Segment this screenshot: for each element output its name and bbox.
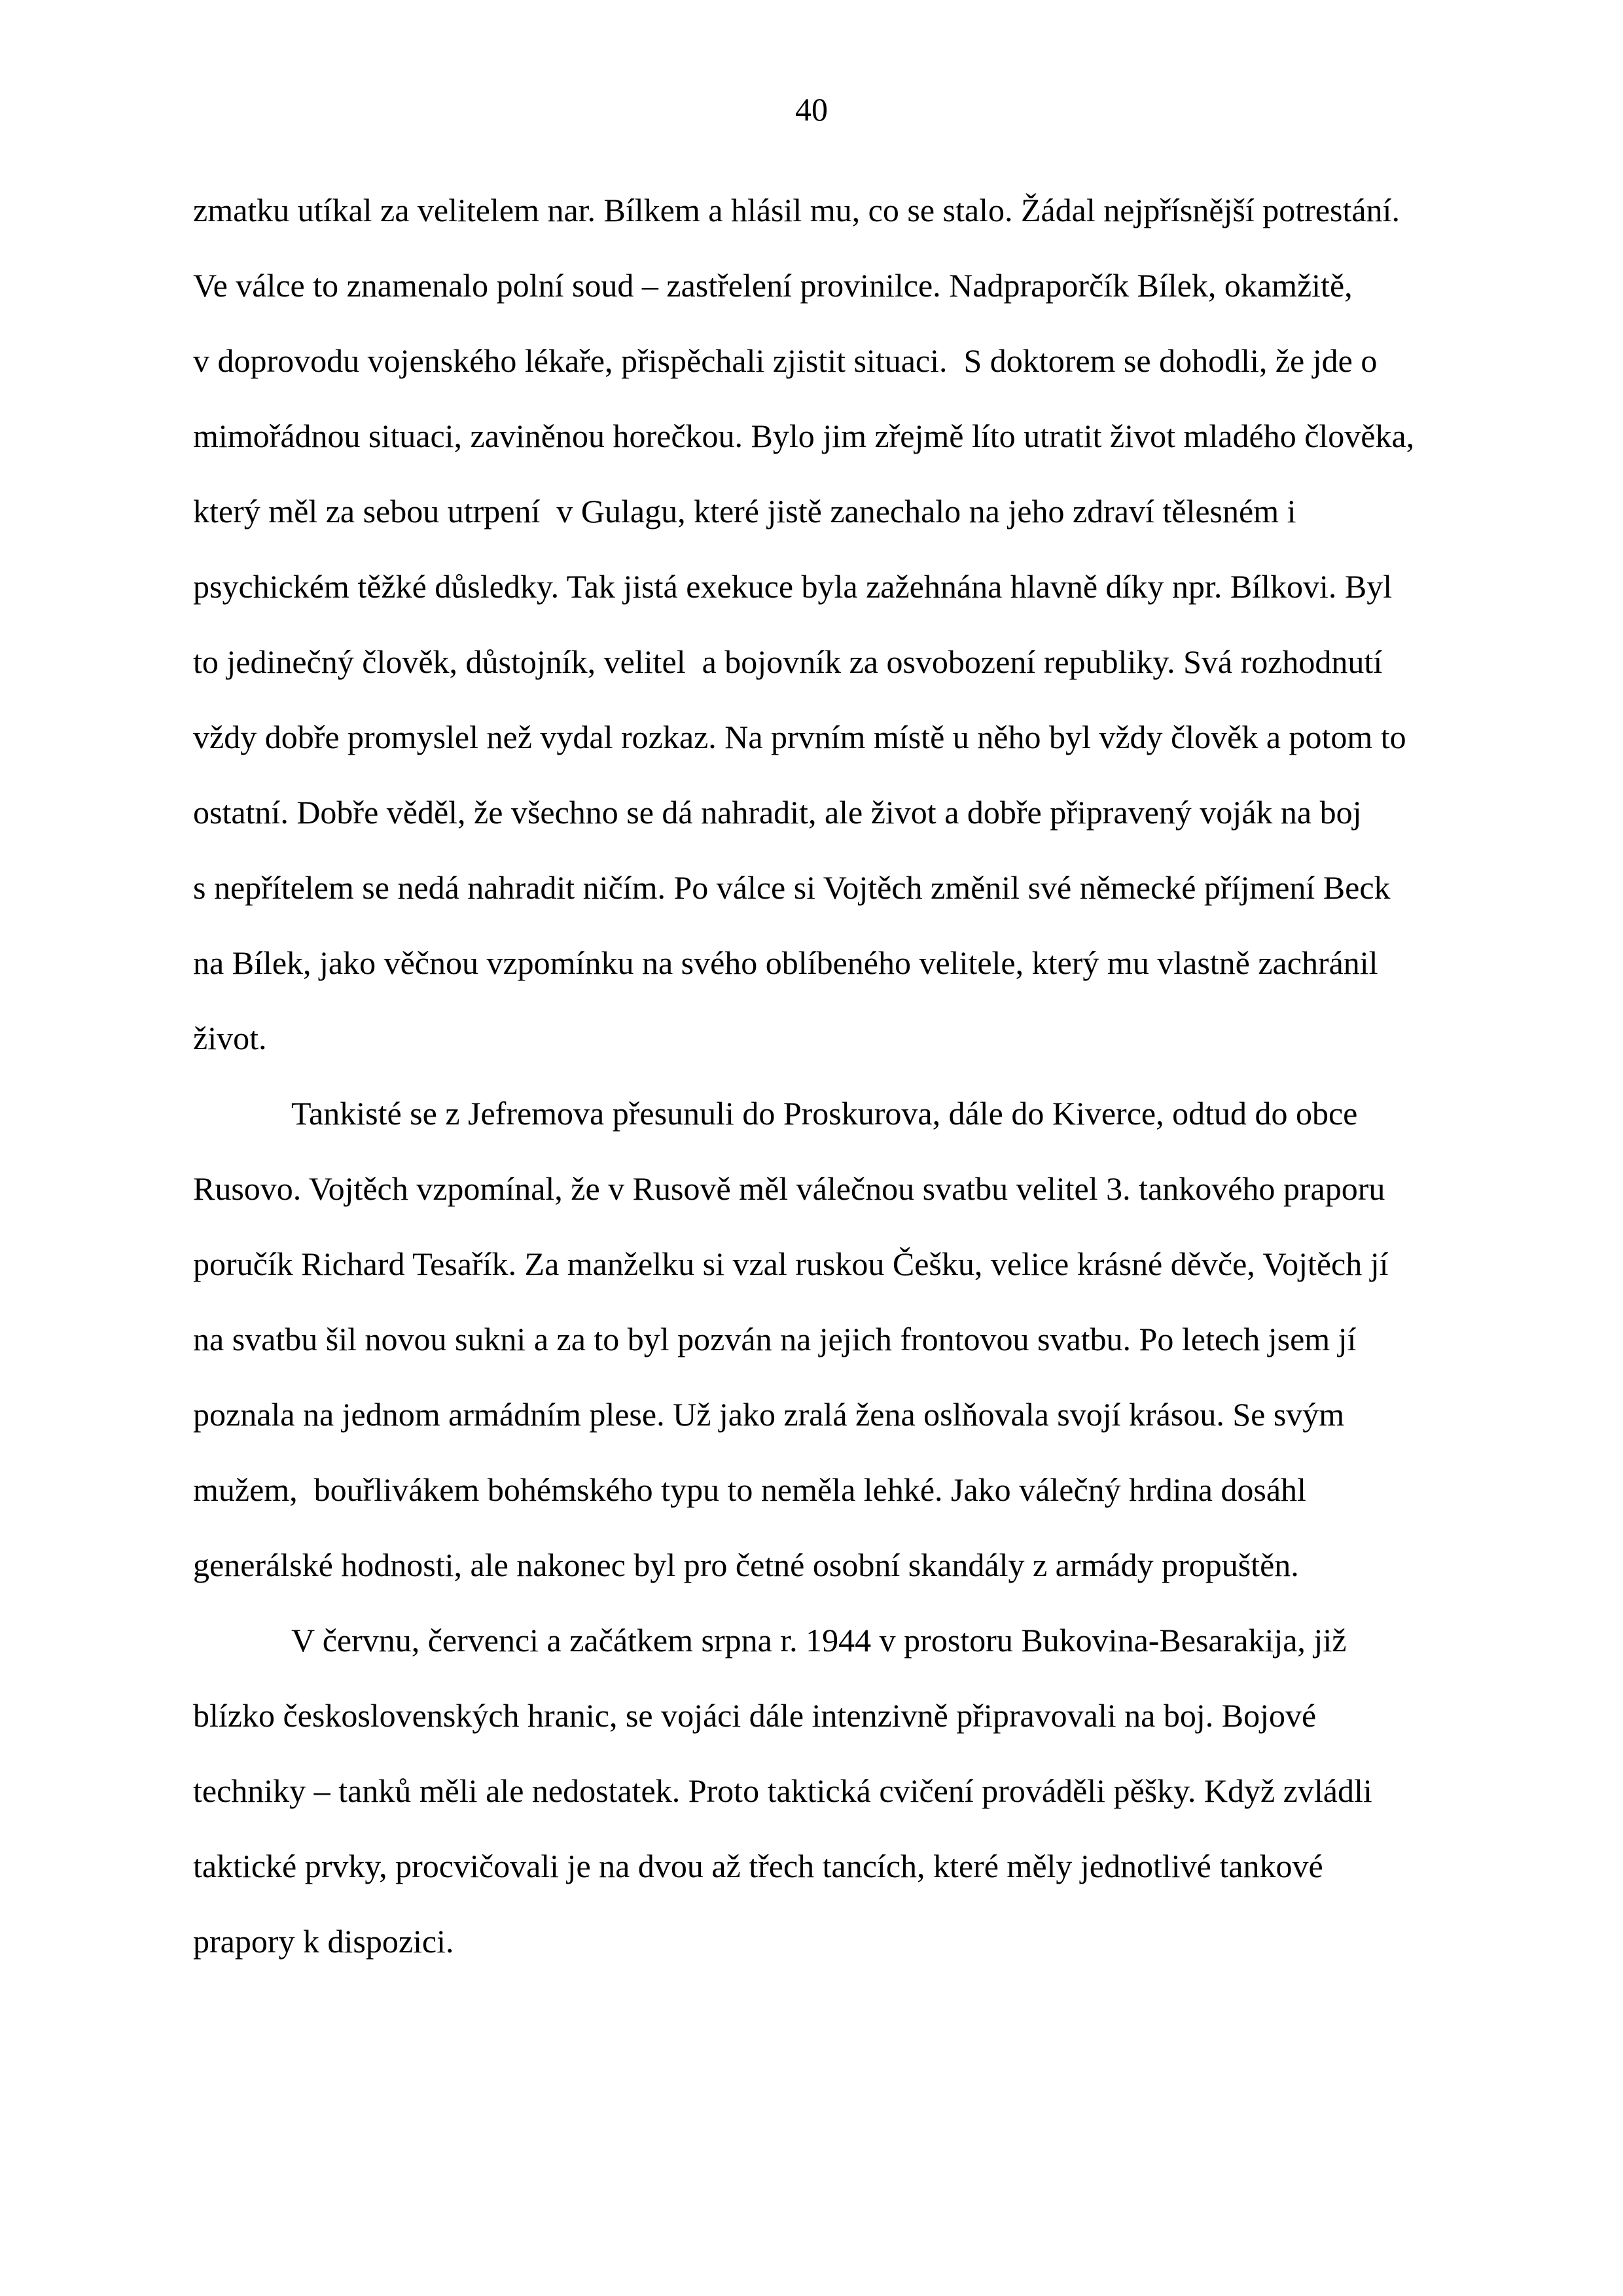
text-line: Rusovo. Vojtěch vzpomínal, že v Rusově měl válečnou svatbu velitel 3. tankového praporu (193, 1170, 1385, 1207)
text-line: vždy dobře promyslel než vydal rozkaz. Na prvním místě u něho byl vždy člověk a potom to (193, 719, 1406, 755)
text-line: na svatbu šil novou sukni a za to byl pozván na jejich frontovou svatbu. Po letech jsem jí (193, 1321, 1357, 1357)
text-line: život. (193, 1020, 267, 1056)
text-line: zmatku utíkal za velitelem nar. Bílkem a hlásil mu, co se stalo. Žádal nejpřísnější potrestání. (193, 192, 1400, 228)
text-line: V červnu, červenci a začátkem srpna r. 1944 v prostoru Bukovina-Besarakija, již (291, 1622, 1347, 1659)
text-line: v doprovodu vojenského lékaře, přispěchali zjistit situaci. S doktorem se dohodli, že jde o (193, 342, 1378, 379)
text-line: generálské hodnosti, ale nakonec byl pro četné osobní skandály z armády propuštěn. (193, 1547, 1299, 1583)
text-line: Ve válce to znamenalo polní soud – zastřelení provinilce. Nadpraporčík Bílek, okamžitě, (193, 267, 1353, 304)
text-line: mimořádnou situaci, zaviněnou horečkou. Bylo jim zřejmě líto utratit život mladého člověka, (193, 418, 1415, 454)
document-body (193, 173, 1430, 1979)
paragraph-3 (193, 1603, 1430, 1979)
paragraph-2 (193, 1076, 1430, 1603)
text-line: poznala na jednom armádním plese. Už jako zralá žena oslňovala svojí krásou. Se svým (193, 1396, 1345, 1433)
text-line: na Bílek, jako věčnou vzpomínku na svého oblíbeného velitele, který mu vlastně zachránil (193, 944, 1378, 981)
text-line: Tankisté se z Jefremova přesunuli do Proskurova, dále do Kiverce, odtud do obce (291, 1095, 1358, 1132)
text-line: prapory k dispozici. (193, 1923, 454, 1960)
text-line: techniky – tanků měli ale nedostatek. Proto taktická cvičení prováděli pěšky. Když zvládli (193, 1772, 1372, 1809)
text-line: s nepřítelem se nedá nahradit ničím. Po válce si Vojtěch změnil své německé příjmení Beck (193, 869, 1391, 906)
paragraph-1 (193, 173, 1430, 1076)
text-line: poručík Richard Tesařík. Za manželku si vzal ruskou Češku, velice krásné děvče, Vojtěch jí (193, 1246, 1389, 1282)
text-line: psychickém těžké důsledky. Tak jistá exekuce byla zažehnána hlavně díky npr. Bílkovi. Byl (193, 568, 1393, 605)
text-line: blízko československých hranic, se vojáci dále intenzivně připravovali na boj. Bojové (193, 1697, 1317, 1734)
text-line: ostatní. Dobře věděl, že všechno se dá nahradit, ale život a dobře připravený voják na boj (193, 794, 1362, 831)
page-number: 40 (795, 91, 828, 128)
text-line: to jedinečný člověk, důstojník, velitel a bojovník za osvobození republiky. Svá rozhodnutí (193, 643, 1383, 680)
text-line: taktické prvky, procvičovali je na dvou až třech tancích, které měly jednotlivé tankové (193, 1848, 1323, 1884)
text-line: mužem, bouřlivákem bohémského typu to neměla lehké. Jako válečný hrdina dosáhl (193, 1471, 1306, 1508)
text-line: který měl za sebou utrpení v Gulagu, které jistě zanechalo na jeho zdraví tělesném i (193, 493, 1296, 529)
